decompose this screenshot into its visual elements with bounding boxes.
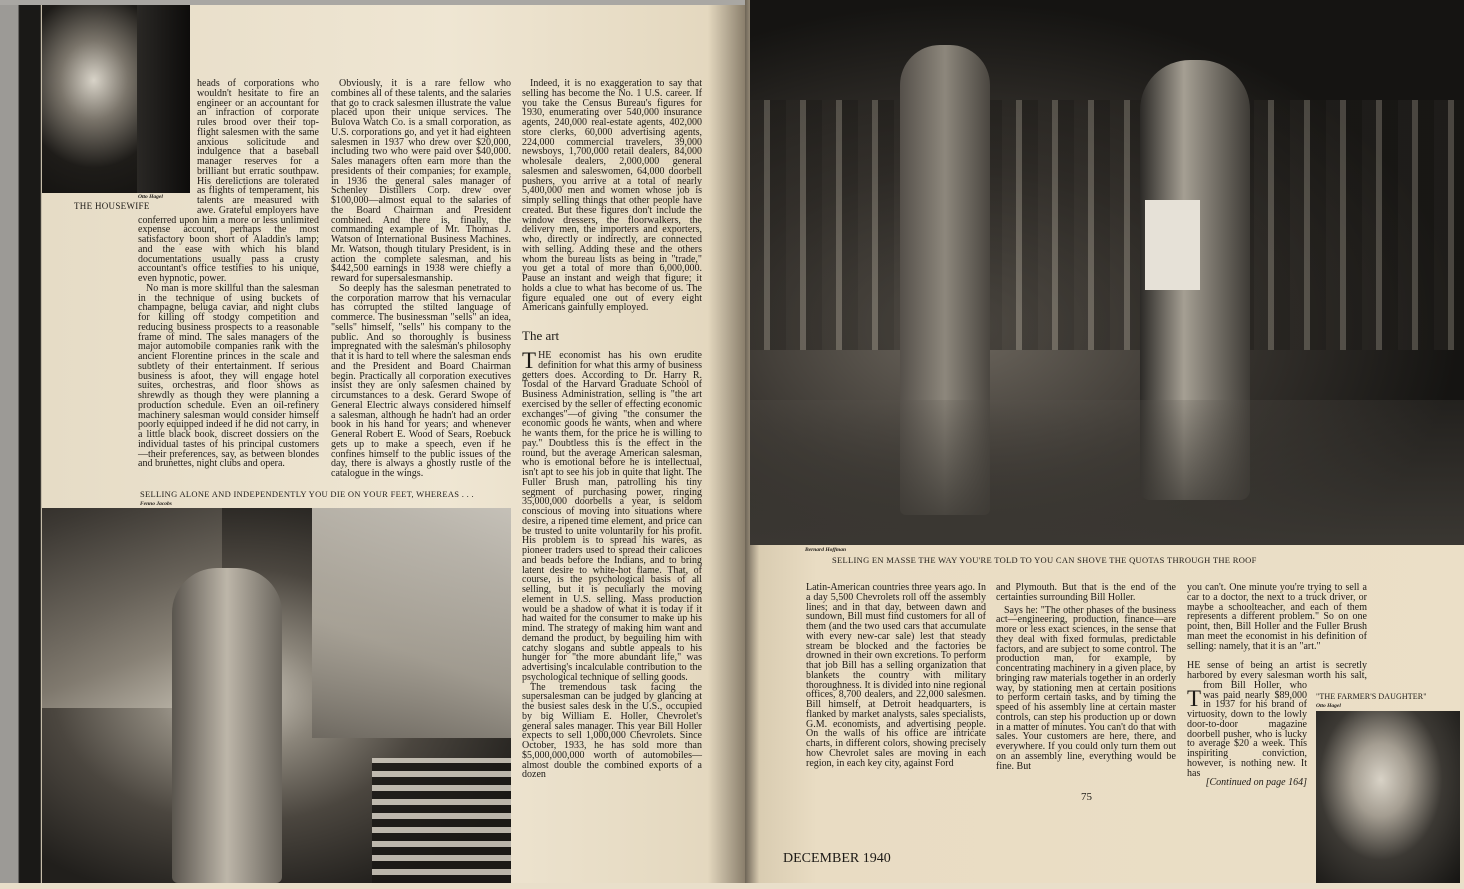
drop-cap: T <box>522 348 537 373</box>
paragraph-text: HE sense of being an artist is secretly harbored by every salesman worth his salt, from Bill Holler, who was paid nearly $89,000 in 1937 for his brand of virtuosity, down to the lowly door-to-door magazine doorbell pusher, who is lucky to average $20 a week. This inspiriting conviction, however, is nothing new. It has <box>1187 660 1367 779</box>
drop-cap: T <box>1187 686 1202 711</box>
paragraph <box>522 348 702 683</box>
bottom-photo-caption: SELLING ALONE AND INDEPENDENTLY YOU DIE ON YOUR FEET, WHEREAS . . . <box>140 489 474 499</box>
accordion <box>1145 200 1200 290</box>
laughing-man-photo <box>1316 711 1460 883</box>
section-heading: The art <box>522 328 560 343</box>
main-photo-caption: SELLING EN MASSE THE WAY YOU'RE TOLD TO YOU CAN SHOVE THE QUOTAS THROUGH THE ROOF <box>832 555 1257 565</box>
housewife-photo-caption: THE HOUSEWIFE <box>74 201 150 211</box>
sales-meeting-photo <box>750 0 1464 545</box>
farmer-photo-caption: "THE FARMER'S DAUGHTER" <box>1316 692 1427 701</box>
paragraph: you can't. One minute you're trying to sell a car to a doctor, the next to a truck driver, or maybe a schoolteacher, and each of them represents a different problem." So on one point, then, Bill Holler and the Fuller Brush man meet the economist in his definition of selling: namely, that it is an "art." <box>1187 582 1367 652</box>
paragraph: No man is more skillful than the salesman in the technique of using buckets of champagne, beluga caviar, and night clubs for killing off stodgy competition and reducing business prospects to a reasonable frame of mind. The sales managers of the major automobile companies rank with the ancient Florentine princes in the scale and subtlety of their entertainment. If serious business is afoot, they will engage hotel suites, orchestras, and floor shows as shrewdly as though they were planning a production schedule. Even an oil-refinery machinery salesman would consider himself poorly equipped indeed if he did not carry, in a little black book, discreet dossiers on the individual tastes of his principal customers—their preferences, say, as between blondes and brunettes, night clubs and opera. <box>138 282 319 470</box>
paragraph: Latin-American countries three years ago. In a day 5,500 Chevrolets roll off the assembly lines; and in that day, between dawn and sundown, Bill must find customers for all of them (and the two used cars that accumulate with every new-car sale) lest that steady stream be blocked and the factories be drowned in their own excretions. To perform that job Bill has a selling organization that blankets the country with military thoroughness. It is divided into nine regional offices, 8,700 dealers, and 22,000 salesmen. Bill himself, at Detroit headquarters, is flanked by market analysts, sales specialists, G.M. economists, and advertising people. On the walls of his office are intricate charts, in different colors, showing precisely how Chevrolet sales are moving in each region, in each key city, against Ford <box>806 582 986 769</box>
salesman-reading-photo <box>42 508 511 883</box>
page-number: 75 <box>1081 791 1092 803</box>
right-column-1 <box>806 583 986 768</box>
paragraph: and Plymouth. But that is the end of the certainties surrounding Bill Holler. <box>996 582 1176 603</box>
bottom-photo-credit: Fenno Jacobs <box>140 501 172 507</box>
paragraph: heads of corporations who wouldn't hesitate to fire an engineer or an accountant for an infraction of corporate rules brood over their top-flight salesmen with the same anxious solicitude and indulgence that a baseball manager reserves for a brilliant but erratic southpaw. His derelictions are tolerated as flights of temperament, his talents are measured with awe. Grateful employers have conferred upon him a more or less unlimited expense account, perhaps the most satisfactory boon short of Aladdin's lamp; and the ease with which his bland documentations usually pass a crusty accountant's office testifies to his unique, even hypnotic, power. <box>138 78 319 284</box>
continued-note: [Continued on page 164] <box>1205 777 1307 789</box>
left-column-1 <box>138 79 319 469</box>
left-column-2 <box>331 79 511 479</box>
right-column-2 <box>996 583 1176 771</box>
footer-date: DECEMBER 1940 <box>783 851 891 866</box>
paragraph-text: HE economist has his own erudite definition for what this army of business getters does. According to Dr. Harry R. Tosdal of the Harvard Graduate School of Business Administration, selling is "the art exercised by the seller of effecting economic exchanges"—of giving "the consumer the economic goods he wants, when and where he wants them, for the price he is willing to pay." Doubtless this is the effect in the round, but the average American salesman, who is emotional before he is intellectual, isn't apt to see his job in quite that light. The Fuller Brush man, patrolling his tiny segment of purchasing power, ringing 35,000,000 doorbells a year, is seldom conscious of moving into situations where desire, a ripened time element, and price can be trusted to unite voluntarily for his profit. His problem is to spread his wares, as pioneer traders used to spread their calicoes and beads before the Indians, and to bring latent desire to white-hot flame. That, of course, is the psychological basis of all selling, but it is peculiarly the moving element in U.S. selling. Mass production would be a shadow of what it is today if it had waited for the consumer to make up his mind. The strategy of making him want and demand the product, by beguiling him with catchy slogans and subtle appeals to his hunger for "the more abundant life," was advertising's incalculable contribution to the psychological technique of selling goods. <box>522 350 702 683</box>
housewife-photo-credit: Otto Hagel <box>138 194 163 200</box>
paragraph: Indeed, it is no exaggeration to say that selling has become the No. 1 U.S. career. If you take the Census Bureau's figures for 1930, enumerating over 540,000 insurance agents, 240,000 real-estate agents, 402,000 store clerks, 60,000 advertising agents, 224,000 commercial travelers, 39,000 newsboys, 1,700,000 retail dealers, 84,000 wholesale dealers, 2,000,000 general salesmen and saleswomen, 64,000 doorbell pushers, you arrive at a total of nearly 5,400,000 men and women whose job is simply selling things that other people have created. But these figures don't include the window dressers, the floorwalkers, the delivery men, the importers and exporters, who, directly or indirectly, are connected with selling. Adding these and the others whom the bureau lists as being in "trade," you get a total of more than 6,000,000. Pause an instant and weigh that figure; it holds a clue to what has become of us. The figure equaled one out of every eight Americans gainfully employed. <box>522 78 702 314</box>
main-photo-credit: Bernard Hoffman <box>805 547 847 553</box>
paragraph: Obviously, it is a rare fellow who combines all of these talents, and the salaries that go to crack salesmen illustrate the value placed upon their unique services. The Bulova Watch Co. is a small corporation, as U.S. corporations go, and yet it had eighteen salesmen in 1937 who drew over $20,000, including two who were paid over $40,000. Sales managers often earn more than the presidents of their companies; for example, in 1936 the general sales manager of Schenley Distillers Corp. drew over $100,000—almost equal to the salaries of the Board Chairman and President combined. And there is, finally, the commanding example of Mr. Thomas J. Watson of International Business Machines. Mr. Watson, though titulary President, is in action the complete salesman, and his $442,500 earnings in 1938 were chiefly a reward for supersalesmanship. <box>331 78 511 284</box>
paragraph: Says he: "The other phases of the business act—engineering, production, finance—are more or less exact sciences, in the sense that they deal with fixed formulas, predictable factors, and are subject to some control. The production man, for example, by concentrating machinery in a given place, by bringing raw materials together in an orderly way, by stationing men at certain positions to perform certain tasks, and by timing the speed of his assembly line at certain master controls, can step his production up or down in a matter of minutes. You can't do that with sales. Your customers are here, there, and everywhere. If you could only turn them out on an assembly line, everything would be fine. But <box>996 604 1176 772</box>
farmer-photo-credit: Otto Hagel <box>1316 703 1341 709</box>
paragraph: The tremendous task facing the supersalesman can be judged by glancing at the busiest sales desk in the U.S., occupied by big William E. Holler, Chevrolet's general sales manager. This year Bill Holler expects to sell 1,000,000 Chevrolets. Since October, 1933, he has sold more than $5,000,000,000 worth of automobiles—almost double the combined exports of a dozen <box>522 681 702 781</box>
seated-man-figure <box>172 568 282 883</box>
paragraph: So deeply has the salesman penetrated to the corporation marrow that his vernacular has corrupted the stilted language of commerce. The businessman "sells" an idea, "sells" himself, "sells" his company to the public. And so thoroughly is business impregnated with the salesman's philosophy that it is hard to tell where the salesman ends and the President and Board Chairman begin. Practically all corporation executives insist they are only salesmen chained by circumstances to a desk. Gerard Swope of General Electric always considered himself a salesman, although he hadn't had an order book in his hand for years; and whenever General Robert E. Wood of Sears, Roebuck gets up to make a speech, even if he confines himself to the public issues of the day, there is always a ghostly rustle of the catalogue in the wings. <box>331 282 511 479</box>
left-column-3 <box>522 79 702 780</box>
